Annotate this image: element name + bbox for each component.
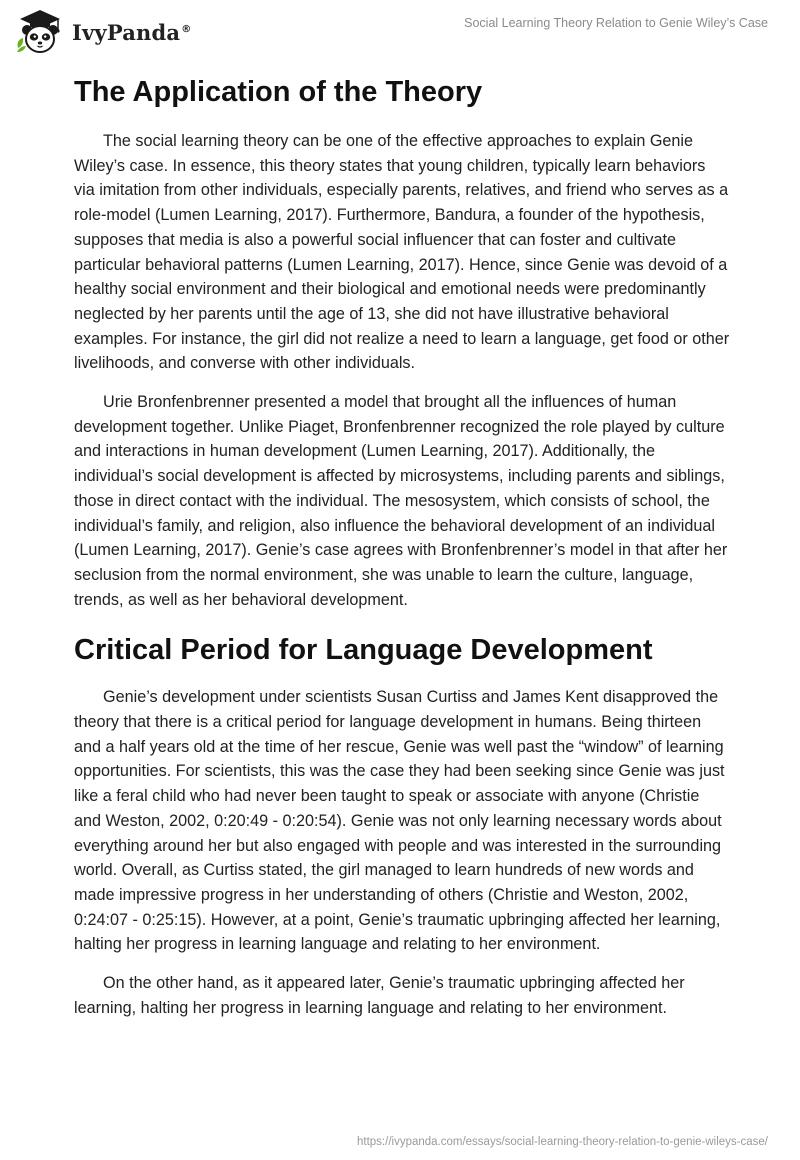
essay-content [74, 70, 730, 1035]
running-title: Social Learning Theory Relation to Genie Wiley’s Case [464, 16, 768, 30]
source-url[interactable]: https://ivypanda.com/essays/social-learning-theory-relation-to-genie-wileys-case/ [357, 1136, 768, 1148]
panda-graduate-icon [14, 8, 66, 56]
registered-mark: ® [181, 23, 192, 35]
paragraph: Urie Bronfenbrenner presented a model that brought all the influences of human development together. Unlike Piaget, Bronfenbrenner recognized the role played by culture and interactions in human development (Lumen Learning, 2017). Additionally, the individual’s social development is affected by microsystems, including parents and siblings, those in direct contact with the individual. The mesosystem, which consists of school, the individual’s family, and religion, also influence the behavioral development of an individual (Lumen Learning, 2017). Genie’s case agrees with Bronfenbrenner’s model in that after her seclusion from the normal environment, she was unable to learn the culture, language, trends, as well as her behavioral development. [74, 393, 728, 609]
section-heading: Critical Period for Language Development [74, 634, 653, 667]
ivypanda-logo[interactable] [14, 8, 191, 56]
paragraph: On the other hand, as it appeared later, Genie’s traumatic upbringing affected her learning, halting her progress in learning language and relating to her environment. [74, 974, 685, 1017]
paragraph: Genie’s development under scientists Susan Curtiss and James Kent disapproved the theory that there is a critical period for language development in humans. Being thirteen and a half years old at the time of her rescue, Genie was well past the “window” of learning opportunities. For scientists, this was the case they had been seeking since Genie was just like a feral child who had never been taught to speak or associate with anyone (Christie and Weston, 2002, 0:20:49 - 0:20:54). Genie was not only learning necessary words about everything around her but also engaged with people and was interested in the surrounding world. Overall, as Curtiss stated, the girl managed to learn hundreds of new words and made impressive progress in her understanding of others (Christie and Weston, 2002, 0:24:07 - 0:25:15). However, at a point, Genie’s traumatic upbringing affected her learning, halting her progress in learning language and relating to her environment. [74, 688, 725, 954]
logo-text: IvyPanda® [72, 19, 192, 45]
page-header [0, 0, 800, 60]
section-heading: The Application of the Theory [74, 76, 483, 108]
paragraph: The social learning theory can be one of the effective approaches to explain Genie Wiley’s case. In essence, this theory states that young children, typically learn behaviors via imitation from other individuals, especially parents, relatives, and friend who serves as a role-model (Lumen Learning, 2017). Furthermore, Bandura, a founder of the hypothesis, supposes that media is also a powerful social influencer that can foster and cultivate particular behavioral patterns (Lumen Learning, 2017). Hence, since Genie was devoid of a healthy social environment and their biological and emotional needs were predominantly neglected by her parents until the age of 13, she did not have illustrative behavioral examples. For instance, the girl did not realize a need to learn a language, get food or other livelihoods, and converse with other individuals. [74, 132, 730, 373]
